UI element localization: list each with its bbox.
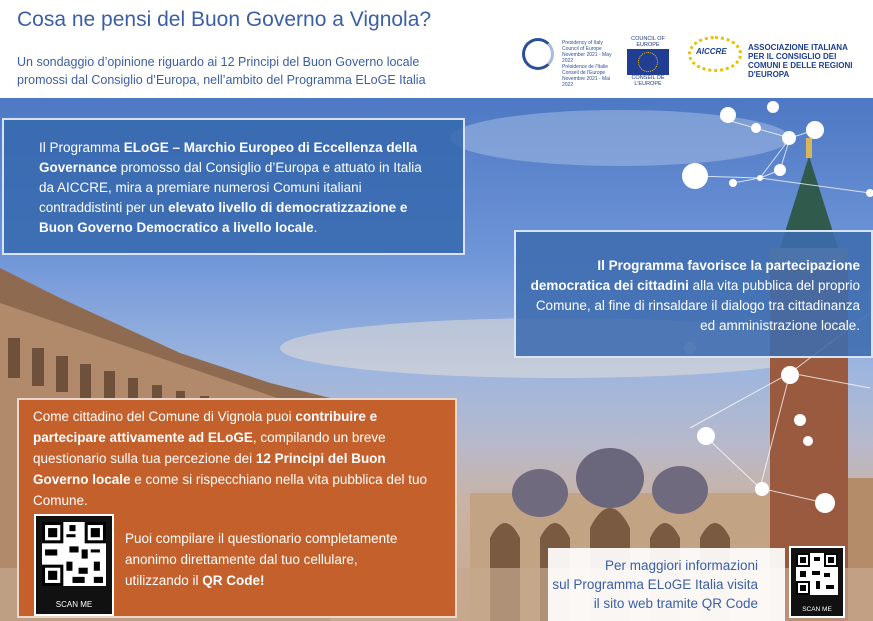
coe-label-top: COUNCIL OF EUROPE <box>631 36 665 48</box>
aiccre-name: ASSOCIAZIONE ITALIANA PER IL CONSIGLIO DEI COMUNI E DELLE REGIONI D'EUROPA <box>748 43 853 79</box>
eu-flag-icon <box>627 49 669 75</box>
participation-box <box>514 230 873 358</box>
coe-label-bottom: CONSEIL DE L'EUROPE <box>631 75 665 87</box>
presidency-logo-text: Presidency of Italy Council of Europe November 2021 - May 2022 Présidence de l'Italie Conseil de l'Europe Novembre 2021 - Mai 2022 <box>562 40 612 88</box>
italy-presidency-logo <box>520 34 612 88</box>
more-info-line-3: il sito web tramite QR Code <box>593 596 758 611</box>
qr-instructions-text: Puoi compilare il questionario completamente anonimo direttamente dal tuo cellulare, utilizzando il QR Code! <box>125 531 398 588</box>
survey-qr-code[interactable] <box>34 514 114 616</box>
eloge-description-text: Il Programma ELoGE – Marchio Europeo di Eccellenza della Governance promosso dal Consiglio d’Europa e attuato in Italia da AICCRE, mira a premiare numerosi Comuni italiani contraddistinti per un elevato livello di democratizzazione e Buon Governo Democratico a livello locale. <box>39 140 422 235</box>
scan-me-label: SCAN ME <box>802 606 832 613</box>
subtitle-line-1: Un sondaggio d’opinione riguardo ai 12 Principi del Buon Governo locale <box>17 55 420 69</box>
page-title: Cosa ne pensi del Buon Governo a Vignola? <box>17 8 432 31</box>
more-info-line-2: sul Programma ELoGE Italia visita <box>552 577 758 592</box>
subtitle-line-2: promossi dal Consiglio d’Europa, nell’ambito del Programma ELoGE Italia <box>17 73 426 87</box>
aiccre-logo <box>688 34 865 78</box>
more-info-line-1: Per maggiori informazioni <box>604 558 758 573</box>
aiccre-mark: AICCRE <box>696 47 727 56</box>
header <box>0 0 873 98</box>
qr-code-icon <box>796 553 838 595</box>
presidency-ring-icon <box>522 38 554 70</box>
website-qr-code[interactable] <box>789 546 845 618</box>
more-info-text <box>548 556 758 613</box>
call-to-action-text: Come cittadino del Comune di Vignola puoi contribuire e partecipare attivamente ad ELoGE, compilando un breve questionario sulla tua percezione dei 12 Principi del Buon Governo locale e come si rispecchiano nella vita pubblica del tuo Comune. <box>33 409 427 508</box>
qr-code-icon <box>42 522 106 586</box>
council-of-europe-logo <box>623 36 673 87</box>
partner-logos <box>520 34 865 88</box>
more-info-panel <box>548 548 785 621</box>
eloge-description-box <box>2 118 465 255</box>
page-subtitle <box>17 53 487 89</box>
participation-text: Il Programma favorisce la partecipazione democratica dei cittadini alla vita pubblica del proprio Comune, al fine di rinsaldare il dialogo tra cittadinanza ed amministrazione locale. <box>530 258 860 333</box>
scan-me-label: SCAN ME <box>55 600 93 609</box>
